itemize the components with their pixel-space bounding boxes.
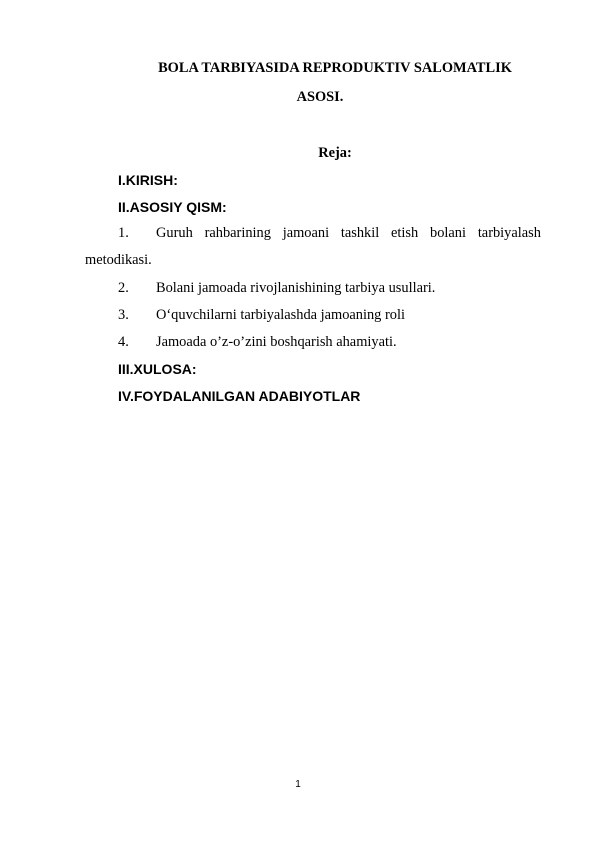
word: etish (391, 225, 419, 241)
section-main-part: II.ASOSIY QISM: (118, 199, 227, 215)
document-title-line1: BOLA TARBIYASIDA REPRODUKTIV SALOMATLIK (158, 60, 512, 76)
list-item-text: O‘quvchilarni tarbiyalashda jamoaning roli (156, 307, 405, 323)
word: rahbarining (204, 225, 271, 241)
list-item-text: Jamoada o’z-o’zini boshqarish ahamiyati. (156, 334, 397, 350)
list-item-number: 3. (118, 307, 129, 323)
list-item-text-justified (156, 224, 541, 242)
list-item-continuation: metodikasi. (85, 252, 152, 268)
document-title-line2: ASOSI. (296, 89, 344, 105)
word: bolani (430, 225, 467, 241)
list-item-number: 4. (118, 334, 129, 350)
plan-heading: Reja: (318, 145, 352, 161)
page-number: 1 (295, 779, 301, 790)
list-item-text: Bolani jamoada rivojlanishining tarbiya usullari. (156, 280, 436, 296)
word: tashkil (340, 225, 380, 241)
section-conclusion: III.XULOSA: (118, 361, 197, 377)
word: tarbiyalash (477, 225, 541, 241)
list-item-number: 1. (118, 225, 129, 241)
section-introduction: I.KIRISH: (118, 172, 178, 188)
word: Guruh (156, 225, 193, 241)
section-references: IV.FOYDALANILGAN ADABIYOTLAR (118, 388, 361, 404)
list-item-number: 2. (118, 280, 129, 296)
word: jamoani (282, 225, 330, 241)
